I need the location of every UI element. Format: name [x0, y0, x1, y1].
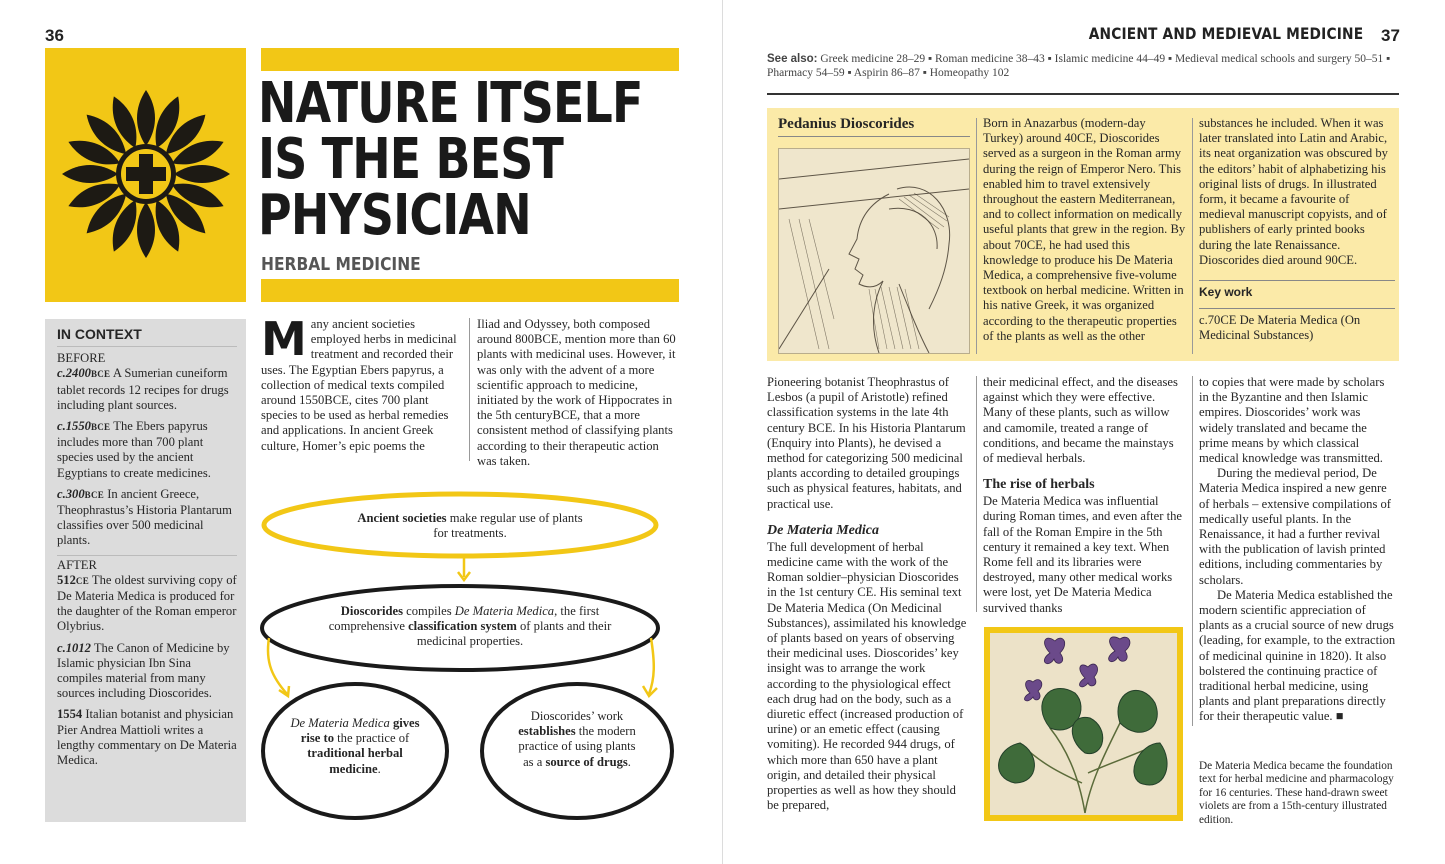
page-number-right: 37 [1381, 26, 1400, 45]
sweet-violet-icon [990, 633, 1177, 815]
herbal-emblem [45, 48, 246, 302]
key-work: c.70CE De Materia Medica (On Medicinal Substances) [1199, 308, 1395, 343]
before-label: BEFORE [57, 351, 106, 366]
bio-name: Pedanius Dioscorides [778, 116, 915, 132]
context-item: 512CE The oldest surviving copy of De Materia Medica is produced for the daughter of the Roman emperor Olybrius. [57, 572, 237, 634]
running-head: ANCIENT AND MEDIEVAL MEDICINE [1088, 24, 1363, 43]
flow-node-3: De Materia Medica gives rise to the practice of traditional herbal medicine. [290, 716, 420, 776]
see-also [767, 52, 1397, 80]
violets-illustration [984, 627, 1183, 821]
body-paragraph: their medicinal effect, and the diseases against which they were effective. Many of these plants, such as willow and camomile, treated a range of conditions, and became the mainstays of medieval herbals. [983, 375, 1178, 466]
bio-column-1: Born in Anazarbus (modern-day Turkey) around 40CE, Dioscorides served as a surgeon in the Roman army during the reign of Emperor Nero. This enabled him to travel extensively throughout the eastern Mediterranean, and to collect information on medically useful plants that grew in the region. By about 70CE, he had used this knowledge to produce his De Materia Medica, a comprehensive five-volume textbook on herbal medicine. Written in his native Greek, it was organized according to the therapeutic properties of the plants as well as the other [983, 116, 1186, 343]
see-also-list[interactable]: Greek medicine 28–29 ▪ Roman medicine 38–43 ▪ Islamic medicine 44–49 ▪ Medieval medical schools and surgery 50–51 ▪ Pharmacy 54–59 ▪ Aspirin 86–87 ▪ Homeopathy 102 [767, 53, 1391, 79]
page-number-left: 36 [45, 26, 64, 45]
title-line-1: NATURE ITSELF [258, 71, 643, 136]
page-title [258, 71, 643, 248]
bio-text-2: substances he included. When it was later translated into Latin and Arabic, its neat organization was obscured by the editors’ habit of alphabetizing his original lists of drugs. In illustrated form, it became a favourite of medieval manuscript copyists, and of publishers of early printed books during the late Renaissance. Dioscorides died around 90CE. [1199, 116, 1388, 267]
bio-column-rule [976, 118, 977, 354]
in-context-panel [45, 319, 246, 822]
title-bar-top [261, 48, 679, 71]
body-paragraph: During the medieval period, De Materia Medica inspired a new genre of herbals – extensive compilations of medically useful plants. In the Renaissance, it had a further revival with the publication of lavish printed editions, including commentaries by scholars. [1199, 466, 1392, 587]
title-bar-bottom [261, 279, 679, 302]
bio-column-2 [1199, 116, 1395, 344]
bio-column-rule [1192, 118, 1193, 354]
gutter [722, 0, 723, 864]
context-item: c.1012 The Canon of Medicine by Islamic physician Ibn Sina compiles material from many sources including Dioscorides. [57, 640, 230, 701]
header-rule [767, 93, 1399, 95]
body-paragraph: De Materia Medica established the modern scientific appreciation of plants as a crucial source of new drugs (leading, for example, to the extraction of medicinal quinine in 1820). It also bolstered the continuing practice of traditional herbal medicine, using plants and plant preparations directly for their therapeutic value. ■ [1199, 587, 1396, 724]
body-column-3 [1199, 375, 1397, 725]
intro-column-2 [477, 317, 677, 469]
dioscorides-portrait [778, 148, 970, 354]
intro-column-1 [261, 312, 460, 454]
see-also-label: See also: [767, 53, 818, 65]
section-heading-de-materia: De Materia Medica [767, 522, 879, 538]
body-paragraph: De Materia Medica was influential during Roman times, and even after the fall of the Roman Empire in the 5th century it remained a key text. When Rome fell and its libraries were destroyed, many other medical works were lost, yet De Materia Medica survived thanks [983, 494, 1182, 615]
flow-arrow-3 [649, 638, 654, 694]
body-paragraph: to copies that were made by scholars in the Byzantine and then Islamic empires. Dioscorides’ work was widely translated and became the prime means by which classical medical knowledge was transmitted. [1199, 375, 1385, 466]
key-work-section [1199, 280, 1395, 344]
context-item: 1554 Italian botanist and physician Pier Andrea Mattioli writes a lengthy commentary on De Materia Medica. [57, 707, 237, 768]
drop-cap: M [261, 312, 307, 366]
intro-text-1: any ancient societies employed herbs in medicinal treatment and recorded their uses. The Egyptian Ebers papyrus, a collection of medical texts compiled around 1550BCE, cites 700 plant species to be used as herbal remedies and applications. In ancient Greek culture, Homer’s epic poems the [261, 317, 457, 453]
body-paragraph: Pioneering botanist Theophrastus of Lesbos (a pupil of Aristotle) refined classification systems in the late 4th century BCE. In his Historia Plantarum (Enquiry into Plants), he devised a method for categorizing 500 medicinal plants according to detailed groupings such as physical features, habitats, and practical use. [767, 375, 966, 511]
flow-node-4: Dioscorides’ work establishes the modern practice of using plants as a source of drugs. [518, 709, 636, 769]
column-rule [1192, 376, 1193, 726]
section-heading-rise-of-herbals: The rise of herbals [983, 477, 1095, 493]
page-subtitle: HERBAL MEDICINE [261, 254, 421, 275]
portrait-engraving-icon [779, 149, 969, 353]
body-column-2 [983, 375, 1186, 616]
context-item: c.2400BCE A Sumerian cuneiform tablet records 12 recipes for drugs including plant sources. [57, 366, 229, 412]
in-context-heading: IN CONTEXT [57, 327, 237, 347]
context-item: c.300BCE In ancient Greece, Theophrastus’s Historia Plantarum classifies over 500 medicinal plants. [57, 486, 232, 548]
flow-node-2: Dioscorides compiles De Materia Medica, the first comprehensive classification system of plants and their medicinal properties. [328, 604, 612, 649]
column-rule [976, 376, 977, 612]
body-paragraph: The full development of herbal medicine came with the work of the Roman soldier–physician Dioscorides in the 1st century CE. His seminal text De Materia Medica (On Medicinal Substances), assimilated his knowledge of plants based on years of observing their medicinal uses. Dioscorides’ key insight was to arrange the work according to the physiological effect each drug had on the body, such as a diuretic effect (increased production of urine) or an emetic effect (causing vomiting). He recorded 944 drugs, of which more than 650 have a plant origin, and detailed their physical properties as well as how they should be prepared, [767, 539, 967, 813]
flow-node-1: Ancient societies make regular use of plants for treatments. [357, 511, 583, 541]
bio-rule [778, 136, 970, 137]
image-caption: De Materia Medica became the foundation text for herbal medicine and pharmacology for 16 centuries. These hand-drawn sweet violets are from a 15th-century illustrated edition. [1199, 760, 1394, 826]
key-work-label: Key work [1199, 285, 1253, 300]
title-line-2: IS THE BEST [258, 127, 564, 192]
flower-cross-icon [45, 48, 246, 302]
title-line-3: PHYSICIAN [258, 183, 531, 248]
intro-text-2: Iliad and Odyssey, both composed around 800BCE, mention more than 60 plants with medicinal uses. However, it was only with the advent of a more scientific approach to medicine, initiated by the work of Hippocrates in the 5th centuryBCE, that a more consistent method of classifying plants according to their therapeutic action was taken. [477, 317, 676, 468]
after-label: AFTER [57, 555, 237, 573]
column-rule [469, 318, 470, 461]
body-column-1 [767, 375, 970, 813]
context-item: c.1550BCE The Ebers papyrus includes more than 700 plant species used by the ancient Egyptians to create medicines. [57, 419, 211, 480]
